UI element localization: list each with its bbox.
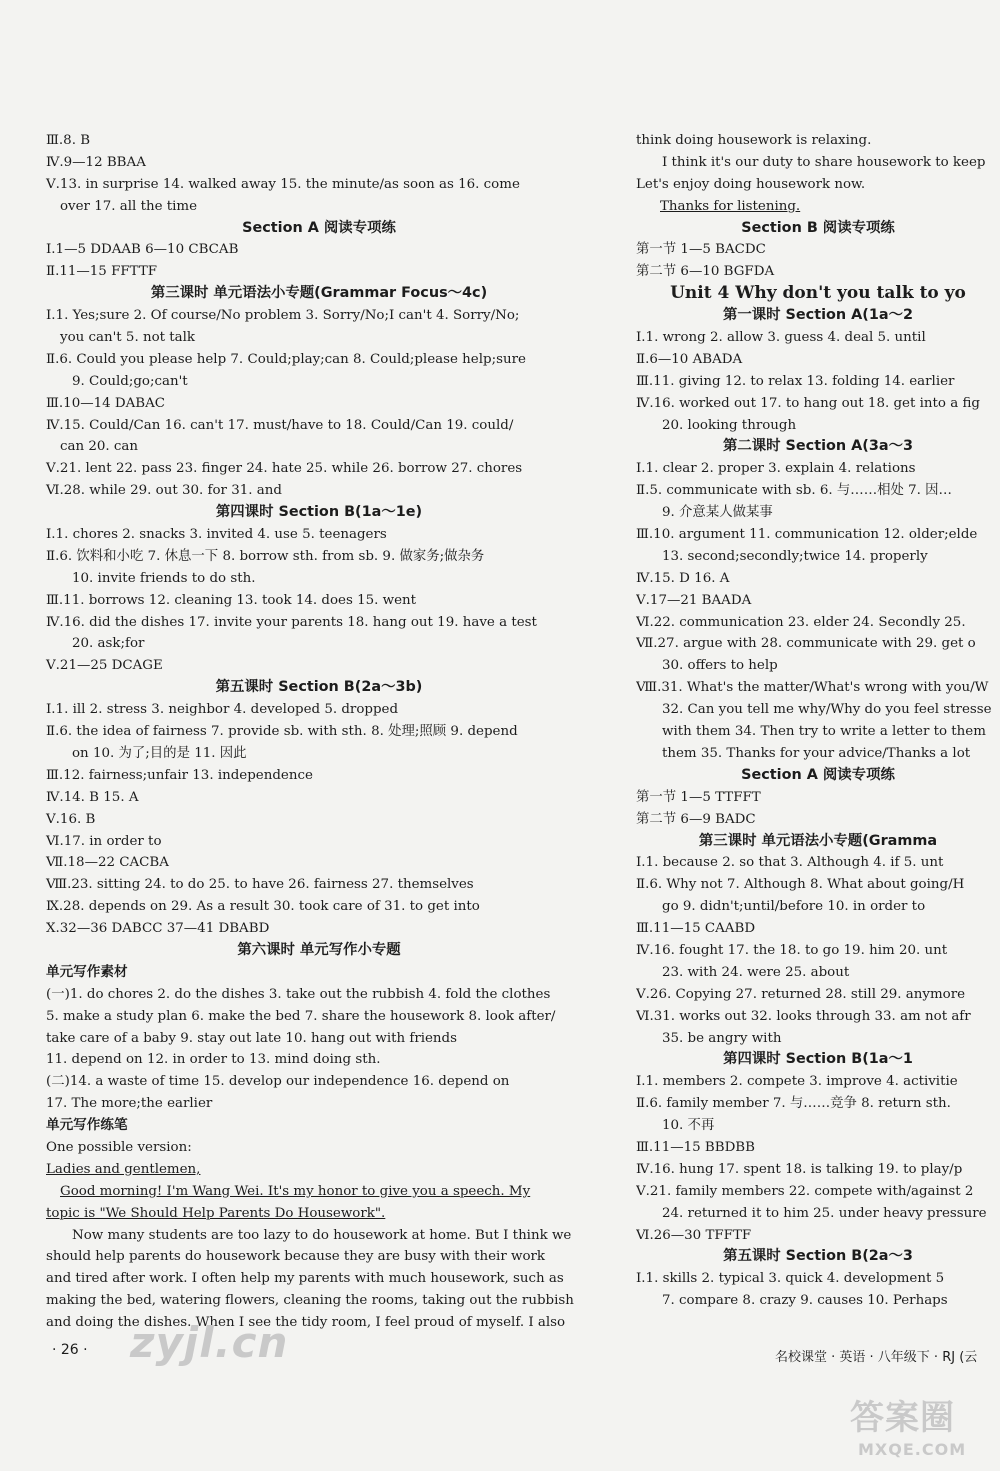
line-text: should help parents do housework because they are busy with their work — [46, 1249, 546, 1265]
section-heading — [636, 218, 1000, 240]
line-text: (一)1. do chores 2. do the dishes 3. take out the rubbish 4. fold the clothes — [46, 986, 551, 1002]
section-heading — [636, 1049, 1000, 1071]
line-text: 第三课时 单元语法小专题(Gramma — [698, 832, 938, 849]
line-text: Ⅳ.15. D 16. A — [636, 570, 730, 586]
line-text: Ⅴ.21. family members 22. compete with/against 2 — [636, 1183, 974, 1199]
section-heading — [46, 283, 592, 305]
footer-book-title: 名校课堂 · 英语 · 八年级下 · RJ (云 — [775, 1350, 978, 1365]
line-text: 9. 介意某人做某事 — [662, 505, 773, 521]
answer-line — [46, 1312, 592, 1334]
answer-line — [46, 458, 592, 480]
line-text: Section B 阅读专项练 — [741, 219, 895, 236]
answer-line — [46, 1159, 592, 1181]
section-heading — [46, 502, 592, 524]
line-text: 第二课时 Section A(3a～3 — [722, 438, 914, 455]
answer-line — [636, 1225, 1000, 1247]
line-text: 10. 不再 — [662, 1118, 715, 1134]
line-text: and tired after work. I often help my parents with much housework, such as — [46, 1271, 564, 1287]
answer-line — [46, 984, 592, 1006]
answer-line — [636, 1115, 1000, 1137]
answer-line — [636, 612, 1000, 634]
line-text: 23. with 24. were 25. about — [662, 964, 850, 980]
answer-line — [46, 546, 592, 568]
answer-line — [636, 655, 1000, 677]
line-text: go 9. didn't;until/before 10. in order to — [662, 899, 926, 915]
answer-line — [636, 633, 1000, 655]
line-text: Ⅶ.18—22 CACBA — [46, 855, 169, 871]
line-text: Unit 4 Why don't you talk to yo — [670, 283, 966, 304]
line-text: you can't 5. not talk — [60, 330, 196, 346]
line-text: Ⅲ.8. B — [46, 133, 91, 148]
answer-line — [636, 239, 1000, 261]
page-number: · 26 · — [52, 1342, 88, 1358]
answer-line — [636, 371, 1000, 393]
line-text: 单元写作练笔 — [46, 1117, 128, 1134]
section-heading — [46, 940, 592, 962]
answer-line — [46, 1290, 592, 1312]
line-text: 7. compare 8. crazy 9. causes 10. Perhaps — [662, 1293, 948, 1309]
line-text: Ⅱ.6. Why not 7. Although 8. What about going/H — [636, 877, 965, 893]
line-text: Ⅰ.1. wrong 2. allow 3. guess 4. deal 5. until — [636, 330, 926, 346]
line-text: Section A 阅读专项练 — [741, 766, 895, 783]
answer-line — [636, 962, 1000, 984]
answer-line — [46, 568, 592, 590]
line-text: 13. second;secondly;twice 14. properly — [662, 548, 928, 564]
answer-line — [636, 918, 1000, 940]
line-text: 17. The more;the earlier — [46, 1096, 213, 1112]
line-text: Ⅳ.9—12 BBAA — [46, 154, 146, 170]
answer-line — [636, 1290, 1000, 1312]
line-text: Ⅲ.11—15 CAABD — [636, 921, 756, 937]
line-text: Now many students are too lazy to do housework at home. But I think we — [72, 1227, 572, 1243]
answer-line — [46, 1137, 592, 1159]
line-text: Ⅲ.11. giving 12. to relax 13. folding 14. earlier — [636, 373, 955, 389]
answer-line — [636, 1093, 1000, 1115]
answer-line — [46, 612, 592, 634]
answer-line — [46, 1071, 592, 1093]
line-text: 30. offers to help — [662, 658, 778, 674]
answer-line — [46, 852, 592, 874]
line-text: Ⅱ.6. family member 7. 与……竞争 8. return sth. — [636, 1096, 951, 1112]
line-text: (二)14. a waste of time 15. develop our independence 16. depend on — [46, 1074, 510, 1090]
line-text: Ⅳ.16. did the dishes 17. invite your parents 18. hang out 19. have a test — [46, 614, 537, 630]
line-text: on 10. 为了;目的是 11. 因此 — [72, 745, 247, 761]
answer-line — [636, 174, 1000, 196]
answer-line — [636, 896, 1000, 918]
line-text: Ⅱ.6. 饮料和小吃 7. 休息一下 8. borrow sth. from sb. 9. 做家务;做杂务 — [46, 548, 485, 564]
answer-line — [46, 415, 592, 437]
answer-line — [46, 261, 592, 283]
answer-line — [636, 524, 1000, 546]
answer-line — [46, 196, 592, 218]
line-text: Ⅴ.13. in surprise 14. walked away 15. the minute/as soon as 16. come — [46, 176, 520, 192]
answer-line — [46, 239, 592, 261]
answer-line — [636, 327, 1000, 349]
answer-line — [46, 1093, 592, 1115]
answer-line — [636, 852, 1000, 874]
answer-line — [46, 1268, 592, 1290]
answer-line — [46, 1203, 592, 1225]
answer-line — [636, 458, 1000, 480]
line-text: 第二节 6—10 BGFDA — [636, 264, 775, 280]
line-text: Ⅲ.10—14 DABAC — [46, 395, 166, 411]
line-text: Ⅱ.6. the idea of fairness 7. provide sb. with sth. 8. 处理;照顾 9. depend — [46, 724, 518, 740]
answer-line — [636, 393, 1000, 415]
left-column — [46, 130, 592, 1334]
answer-line — [46, 130, 592, 152]
answer-line — [46, 305, 592, 327]
line-text: 11. depend on 12. in order to 13. mind doing sth. — [46, 1052, 381, 1068]
answer-line — [46, 524, 592, 546]
line-text: Section A 阅读专项练 — [242, 219, 396, 236]
answer-line — [46, 1225, 592, 1247]
line-text: Ⅷ.23. sitting 24. to do 25. to have 26. fairness 27. themselves — [46, 877, 474, 893]
answer-line — [636, 349, 1000, 371]
line-text: Ⅵ.26—30 TFFTF — [636, 1227, 752, 1243]
answer-line — [46, 371, 592, 393]
subheading — [46, 1115, 592, 1137]
line-text: Ⅲ.12. fairness;unfair 13. independence — [46, 767, 313, 783]
line-text: Ⅱ.6. Could you please help 7. Could;play;can 8. Could;please help;sure — [46, 351, 526, 367]
answer-line — [636, 480, 1000, 502]
answer-line — [636, 196, 1000, 218]
section-heading — [46, 218, 592, 240]
watermark-zyjl: zyjl.cn — [130, 1318, 289, 1367]
answer-line — [46, 436, 592, 458]
answer-line — [636, 940, 1000, 962]
answer-line — [46, 809, 592, 831]
answer-line — [46, 918, 592, 940]
section-heading — [636, 831, 1000, 853]
answer-line — [46, 590, 592, 612]
line-text: Ⅳ.14. B 15. A — [46, 789, 139, 805]
line-text: Ⅵ.22. communication 23. elder 24. Secondly 25. — [636, 614, 966, 630]
line-text: 9. Could;go;can't — [72, 373, 188, 389]
line-text: take care of a baby 9. stay out late 10. hang out with friends — [46, 1030, 458, 1046]
line-text: Ⅳ.16. fought 17. the 18. to go 19. him 20. unt — [636, 942, 948, 958]
answer-line — [636, 721, 1000, 743]
answer-line — [636, 1181, 1000, 1203]
line-text: Ⅰ.1. skills 2. typical 3. quick 4. development 5 — [636, 1271, 945, 1287]
line-text: 第四课时 Section B(1a～1e) — [215, 504, 423, 521]
section-heading — [46, 677, 592, 699]
line-text: 第五课时 Section B(2a～3 — [723, 1248, 913, 1265]
line-text: 第一节 1—5 BACDC — [636, 242, 766, 258]
section-heading — [636, 765, 1000, 787]
line-text: them 35. Thanks for your advice/Thanks a lot — [662, 745, 971, 761]
answer-line — [46, 1049, 592, 1071]
line-text: 单元写作素材 — [46, 963, 128, 980]
line-text: Ⅹ.32—36 DABCC 37—41 DBABD — [46, 921, 270, 937]
answer-line — [46, 896, 592, 918]
line-text: One possible version: — [46, 1139, 192, 1155]
line-text: Ⅳ.16. worked out 17. to hang out 18. get into a fig — [636, 395, 980, 411]
answer-line — [636, 261, 1000, 283]
line-text: Ⅵ.17. in order to — [46, 833, 162, 849]
line-text: Ⅰ.1. chores 2. snacks 3. invited 4. use 5. teenagers — [46, 527, 387, 543]
line-text: think doing housework is relaxing. — [636, 133, 872, 148]
line-text: Ⅵ.31. works out 32. looks through 33. am not afr — [636, 1008, 971, 1024]
answer-line — [46, 721, 592, 743]
answer-line — [46, 699, 592, 721]
answer-line — [46, 874, 592, 896]
line-text: Ⅲ.11. borrows 12. cleaning 13. took 14. does 15. went — [46, 592, 417, 608]
answer-line — [46, 1246, 592, 1268]
line-text: Ⅰ.1. ill 2. stress 3. neighbor 4. developed 5. dropped — [46, 702, 399, 718]
line-text: Ⅰ.1. clear 2. proper 3. explain 4. relations — [636, 461, 916, 477]
line-text: Ⅰ.1—5 DDAAB 6—10 CBCAB — [46, 242, 239, 258]
line-text: Ⅵ.28. while 29. out 30. for 31. and — [46, 483, 282, 499]
line-text: Ⅰ.1. members 2. compete 3. improve 4. activitie — [636, 1074, 958, 1090]
answer-line — [46, 1181, 592, 1203]
answer-line — [636, 984, 1000, 1006]
line-text: Ⅴ.26. Copying 27. returned 28. still 29. anymore — [636, 986, 966, 1002]
watermark-mxqe: MXQE.COM — [858, 1440, 967, 1459]
answer-line — [636, 699, 1000, 721]
line-text: 第二节 6—9 BADC — [636, 811, 756, 827]
answer-line — [636, 1159, 1000, 1181]
answer-line — [636, 546, 1000, 568]
line-text: 第三课时 单元语法小专题(Grammar Focus～4c) — [150, 285, 488, 302]
answer-line — [636, 568, 1000, 590]
answer-line — [636, 1028, 1000, 1050]
line-text: Ⅲ.10. argument 11. communication 12. older;elde — [636, 527, 978, 543]
answer-line — [46, 152, 592, 174]
line-text: Ⅴ.16. B — [46, 811, 96, 827]
line-text: Thanks for listening. — [660, 198, 801, 214]
line-text: topic is "We Should Help Parents Do Housework". — [46, 1205, 386, 1221]
line-text: Ⅴ.21—25 DCAGE — [46, 658, 163, 674]
line-text: 第四课时 Section B(1a～1 — [723, 1051, 913, 1068]
line-text: Ⅳ.15. Could/Can 16. can't 17. must/have to 18. Could/Can 19. could/ — [46, 417, 514, 433]
line-text: with them 34. Then try to write a letter to them — [662, 724, 986, 740]
answer-line — [46, 1006, 592, 1028]
line-text: 10. invite friends to do sth. — [72, 570, 256, 586]
line-text: Ⅳ.16. hung 17. spent 18. is talking 19. to play/p — [636, 1161, 963, 1177]
line-text: Ⅶ.27. argue with 28. communicate with 29. get o — [636, 636, 976, 652]
answer-line — [46, 765, 592, 787]
answer-line — [636, 809, 1000, 831]
line-text: 第五课时 Section B(2a～3b) — [215, 679, 423, 696]
line-text: making the bed, watering flowers, cleaning the rooms, taking out the rubbish — [46, 1293, 574, 1309]
line-text: 20. looking through — [662, 417, 797, 433]
line-text: Ⅱ.6—10 ABADA — [636, 351, 743, 367]
line-text: 35. be angry with — [662, 1030, 782, 1046]
line-text: Ⅴ.17—21 BAADA — [636, 592, 752, 608]
line-text: Let's enjoy doing housework now. — [636, 176, 866, 192]
watermark-daanquan: 答案圈 — [850, 1398, 955, 1438]
line-text: I think it's our duty to share housework to keep — [662, 154, 986, 170]
line-text: Ladies and gentlemen, — [46, 1161, 201, 1177]
answer-line — [636, 415, 1000, 437]
answer-line — [636, 1268, 1000, 1290]
answer-line — [46, 393, 592, 415]
answer-line — [46, 480, 592, 502]
line-text: Ⅸ.28. depends on 29. As a result 30. took care of 31. to get into — [46, 899, 480, 915]
answer-line — [46, 174, 592, 196]
answer-line — [46, 1028, 592, 1050]
line-text: Ⅱ.5. communicate with sb. 6. 与……相处 7. 因… — [636, 483, 952, 499]
answer-line — [46, 743, 592, 765]
answer-line — [636, 1006, 1000, 1028]
line-text: Ⅰ.1. Yes;sure 2. Of course/No problem 3. Sorry/No;I can't 4. Sorry/No; — [46, 308, 520, 324]
answer-line — [636, 677, 1000, 699]
line-text: Ⅰ.1. because 2. so that 3. Although 4. if 5. unt — [636, 855, 944, 871]
line-text: over 17. all the time — [60, 198, 198, 214]
section-heading — [636, 1246, 1000, 1268]
line-text: 5. make a study plan 6. make the bed 7. share the housework 8. look after/ — [46, 1008, 556, 1024]
section-heading — [636, 436, 1000, 458]
answer-line — [636, 743, 1000, 765]
answer-line — [46, 655, 592, 677]
line-text: Ⅲ.11—15 BBDBB — [636, 1139, 755, 1155]
answer-line — [46, 633, 592, 655]
answer-line — [636, 787, 1000, 809]
section-heading — [636, 305, 1000, 327]
answer-line — [46, 327, 592, 349]
answer-line — [636, 590, 1000, 612]
line-text: Ⅷ.31. What's the matter/What's wrong with you/W — [636, 680, 989, 696]
subheading — [46, 962, 592, 984]
line-text: and doing the dishes. When I see the tidy room, I feel proud of myself. I also — [46, 1315, 566, 1331]
answer-line — [636, 874, 1000, 896]
answer-line — [636, 502, 1000, 524]
answer-line — [636, 152, 1000, 174]
section-heading — [636, 283, 1000, 305]
line-text: can 20. can — [60, 439, 139, 455]
line-text: 24. returned it to him 25. under heavy pressure — [662, 1205, 987, 1221]
line-text: Ⅴ.21. lent 22. pass 23. finger 24. hate 25. while 26. borrow 27. chores — [46, 461, 523, 477]
answer-line — [46, 787, 592, 809]
answer-line — [636, 1203, 1000, 1225]
answer-line — [46, 349, 592, 371]
answer-line — [636, 1137, 1000, 1159]
right-column — [636, 130, 1000, 1312]
line-text: 第一课时 Section A(1a～2 — [722, 307, 914, 324]
line-text: 第一节 1—5 TTFFT — [636, 789, 761, 805]
line-text: Good morning! I'm Wang Wei. It's my honor to give you a speech. My — [60, 1183, 531, 1199]
line-text: Ⅱ.11—15 FFTTF — [46, 264, 158, 280]
answer-line — [46, 831, 592, 853]
line-text: 32. Can you tell me why/Why do you feel stresse — [662, 702, 992, 718]
answer-line — [636, 130, 1000, 152]
line-text: 第六课时 单元写作小专题 — [237, 941, 401, 958]
answer-line — [636, 1071, 1000, 1093]
line-text: 20. ask;for — [72, 636, 145, 652]
